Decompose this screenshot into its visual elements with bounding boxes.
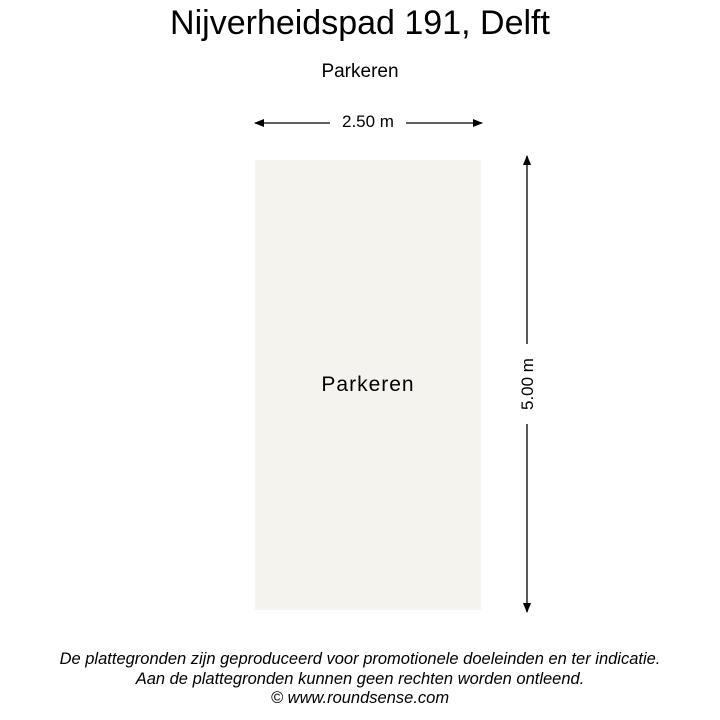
room-label: Parkeren <box>321 373 415 396</box>
disclaimer <box>0 650 720 709</box>
page-title: Nijverheidspad 191, Delft <box>170 4 550 42</box>
disclaimer-line-1: De plattegronden zijn geproduceerd voor promotionele doeleinden en ter indicatie. <box>59 650 661 668</box>
copyright: © www.roundsense.com <box>270 689 450 707</box>
height-dimension-label: 5.00 m <box>518 344 538 424</box>
width-dimension-label: 2.50 m <box>330 112 406 132</box>
disclaimer-line-2: Aan de plattegronden kunnen geen rechten worden ontleend. <box>135 669 585 688</box>
floor-subtitle: Parkeren <box>321 61 399 82</box>
